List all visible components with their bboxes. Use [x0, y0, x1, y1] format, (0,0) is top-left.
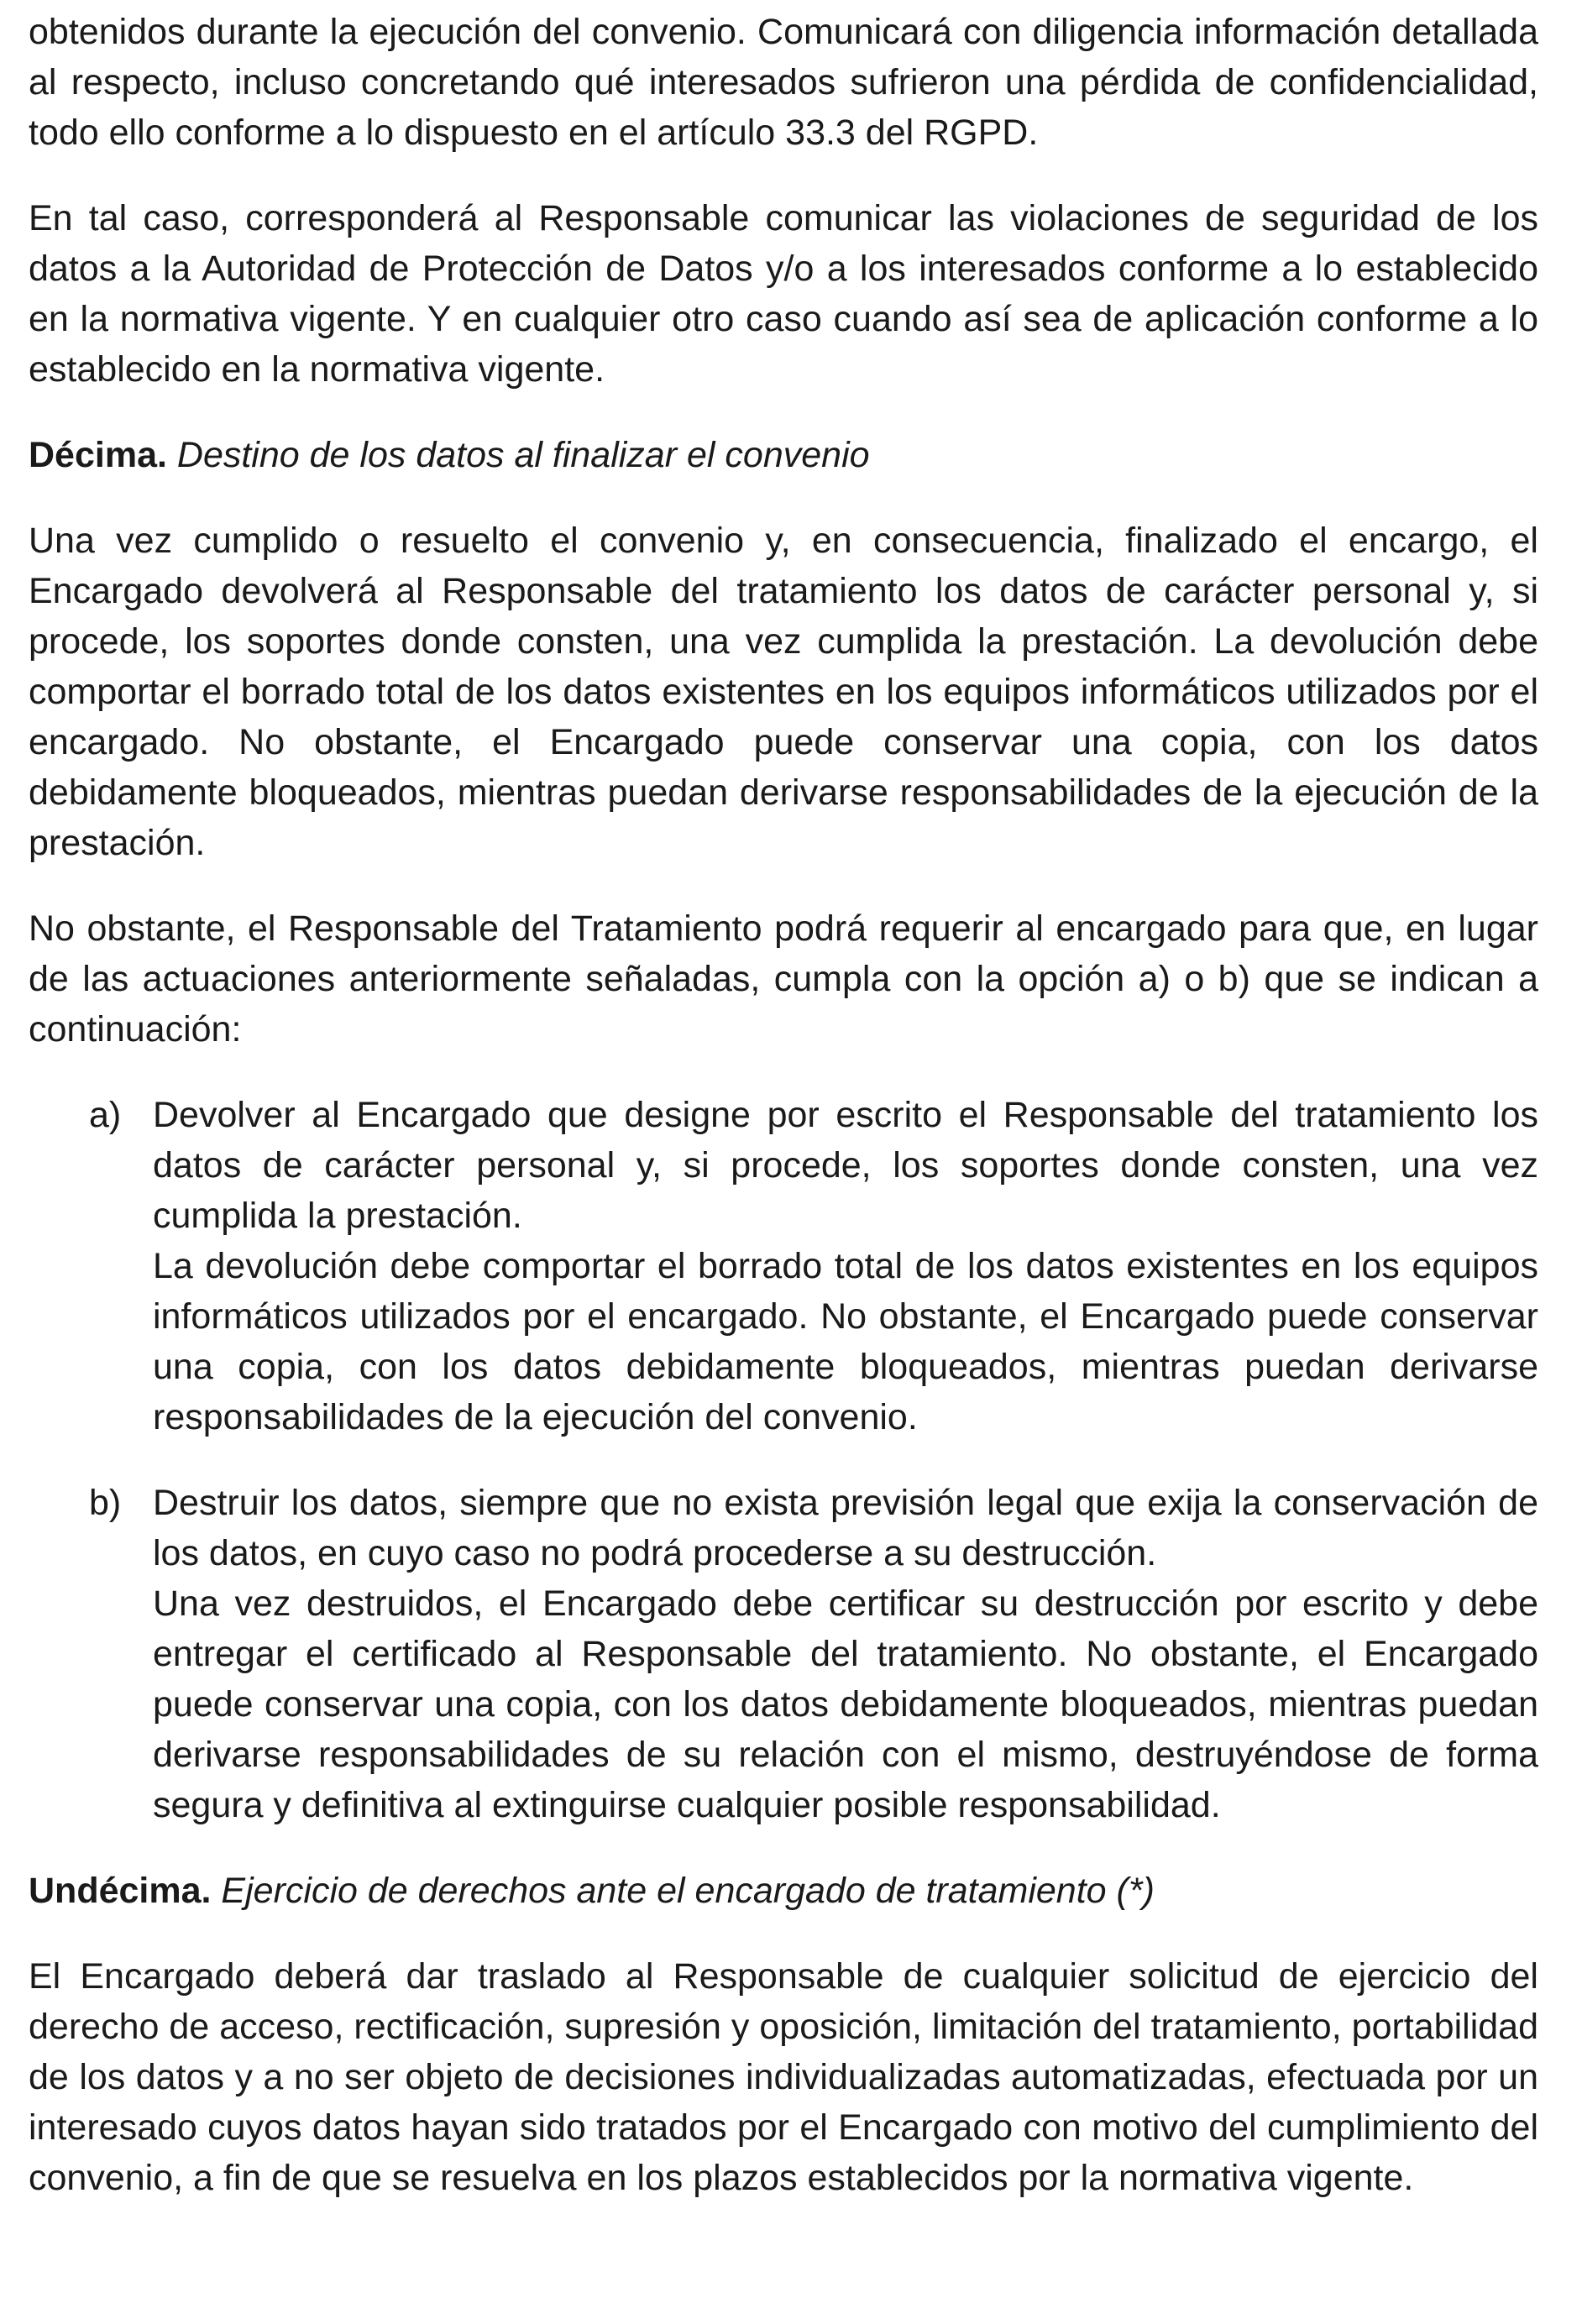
paragraph-responsible-communication: En tal caso, corresponderá al Responsable comunicar las violaciones de seguridad de los datos a la Autoridad de Protección de Datos y/o a los interesados conforme a lo establecido en la normativa vigente. Y en cualquier otro caso cuando así sea de aplicación conforme a lo establecido en la normativa vigente.	[29, 198, 1538, 390]
paragraph-breach-notification: obtenidos durante la ejecución del convenio. Comunicará con diligencia información detallada al respecto, incluso concretando qué interesados sufrieron una pérdida de confidencialidad, todo ello conforme a lo dispuesto en el artículo 33.3 del RGPD.	[29, 12, 1538, 153]
list-marker: b)	[89, 1483, 122, 1523]
paragraph-data-return: Una vez cumplido o resuelto el convenio y, en consecuencia, finalizado el encargo, el Encargado devolverá al Responsable del tratamiento los datos de carácter personal y, si procede, los soportes donde consten, una vez cumplida la prestación. La devolución debe comportar el borrado total de los datos existentes en los equipos informáticos utilizados por el encargado. No obstante, el Encargado puede conservar una copia, con los datos debidamente bloqueados, mientras puedan derivarse responsabilidades de la ejecución de la prestación.	[29, 521, 1538, 863]
list-item-text: Destruir los datos, siempre que no exista previsión legal que exija la conservación de los datos, en cuyo caso no podrá procederse a su destrucción.	[153, 1483, 1538, 1573]
clause-number: Undécima.	[29, 1871, 212, 1911]
clause-number: Décima.	[29, 435, 167, 475]
list-item-option-a	[29, 1090, 1538, 1442]
clause-heading-decima	[29, 430, 1538, 480]
clause-title: Destino de los datos al finalizar el convenio	[176, 435, 870, 475]
list-item-text: Devolver al Encargado que designe por escrito el Responsable del tratamiento los datos de carácter personal y, si procede, los soportes donde consten, una vez cumplida la prestación.	[153, 1095, 1538, 1236]
clause-heading-undecima	[29, 1866, 1538, 1916]
list-item-text: Una vez destruidos, el Encargado debe certificar su destrucción por escrito y debe entregar el certificado al Responsable del tratamiento. No obstante, el Encargado puede conservar una copia, con los datos debidamente bloqueados, mientras puedan derivarse responsabilidades de su relación con el mismo, destruyéndose de forma segura y definitiva al extinguirse cualquier posible responsabilidad.	[153, 1583, 1538, 1825]
list-marker: a)	[89, 1095, 122, 1135]
list-item-text: La devolución debe comportar el borrado total de los datos existentes en los equipos informáticos utilizados por el encargado. No obstante, el Encargado puede conservar una copia, con los datos debidamente bloqueados, mientras puedan derivarse responsabilidades de la ejecución del convenio.	[153, 1246, 1538, 1437]
list-item-option-b	[29, 1478, 1538, 1830]
paragraph-rights-exercise: El Encargado deberá dar traslado al Responsable de cualquier solicitud de ejercicio del derecho de acceso, rectificación, supresión y oposición, limitación del tratamiento, portabilidad de los datos y a no ser objeto de decisiones individualizadas automatizadas, efectuada por un interesado cuyos datos hayan sido tratados por el Encargado con motivo del cumplimiento del convenio, a fin de que se resuelva en los plazos establecidos por la normativa vigente.	[29, 1956, 1538, 2198]
paragraph-options-intro: No obstante, el Responsable del Tratamiento podrá requerir al encargado para que, en lugar de las actuaciones anteriormente señaladas, cumpla con la opción a) o b) que se indican a continuación:	[29, 908, 1538, 1049]
clause-title: Ejercicio de derechos ante el encargado de tratamiento (*)	[221, 1871, 1155, 1911]
